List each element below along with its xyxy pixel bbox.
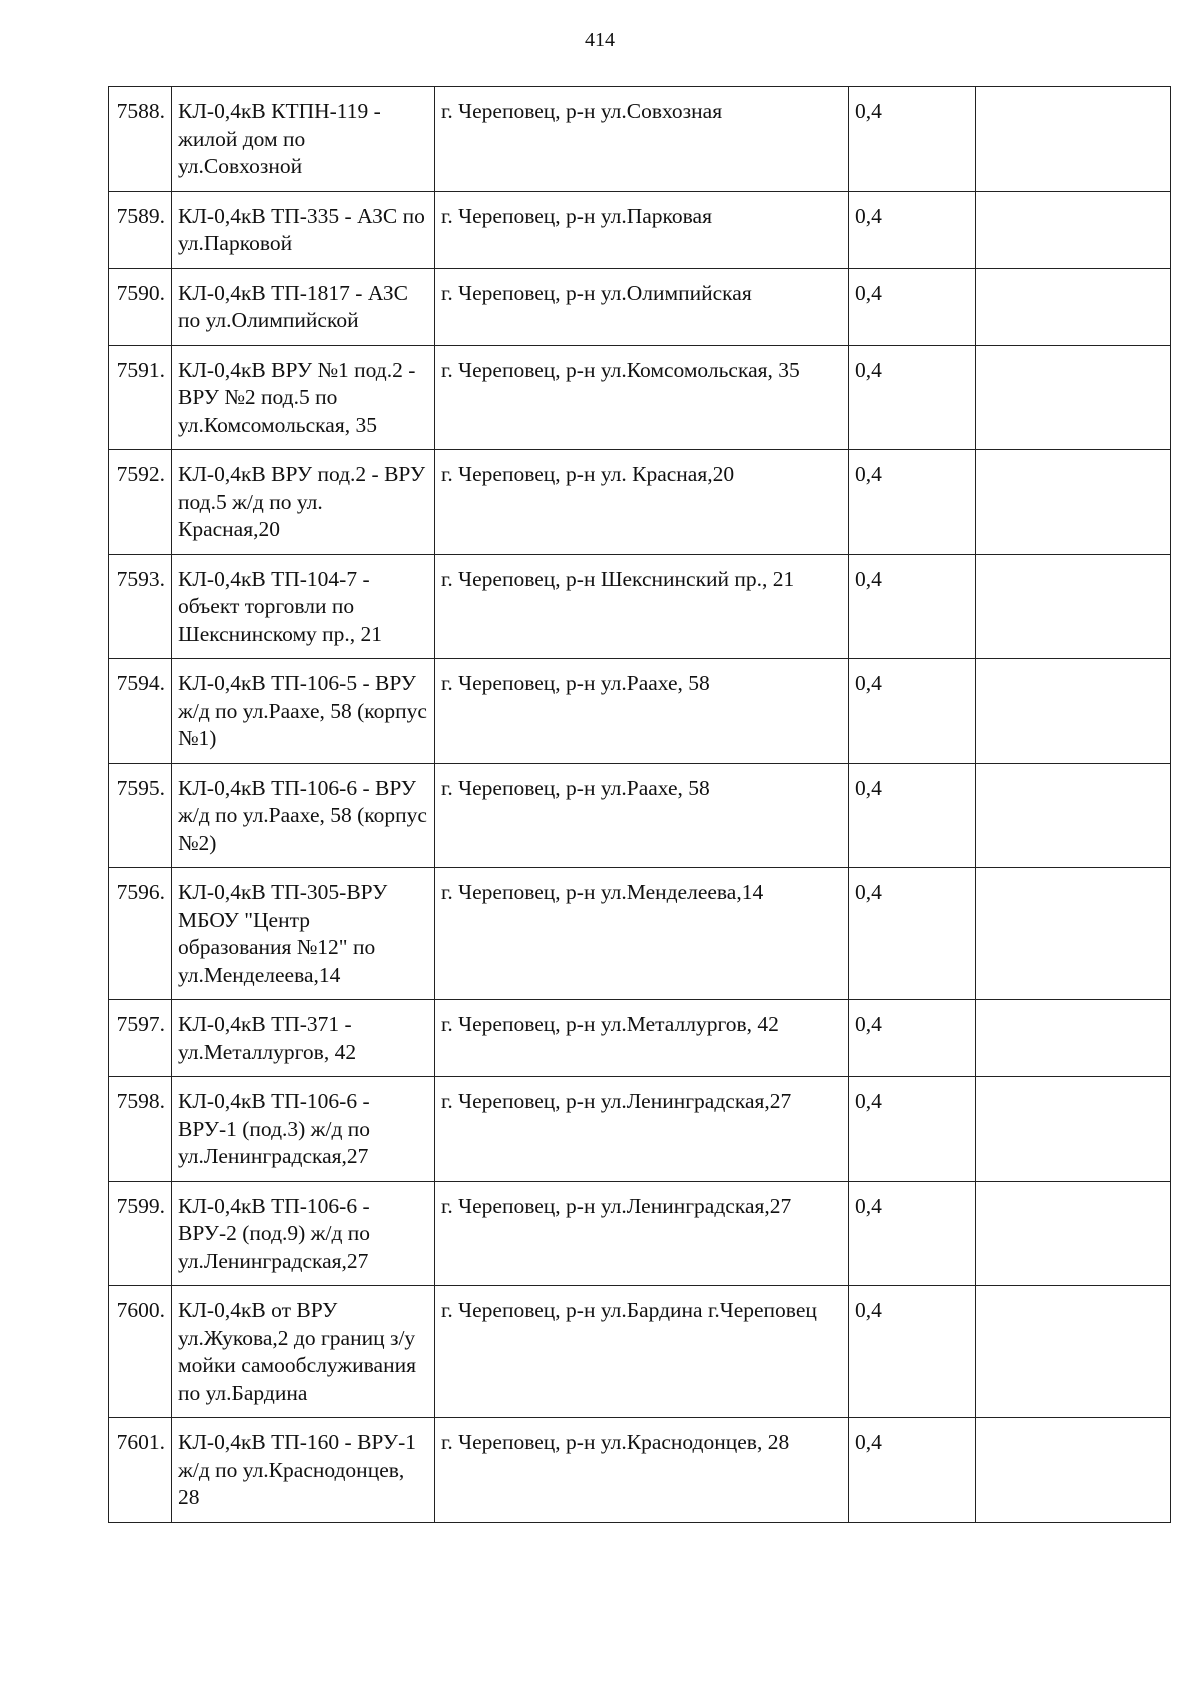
address-cell: г. Череповец, р-н ул.Комсомольская, 35 (435, 345, 849, 450)
table-row (109, 868, 1171, 1000)
address-cell: г. Череповец, р-н ул.Парковая (435, 191, 849, 268)
cable-line-name-cell: КЛ-0,4кВ КТПН-119 - жилой дом по ул.Совхозной (172, 87, 435, 192)
row-number-cell: 7596. (109, 868, 172, 1000)
cable-line-name-cell: КЛ-0,4кВ ВРУ №1 под.2 - ВРУ №2 под.5 по ул.Комсомольская, 35 (172, 345, 435, 450)
table-row (109, 554, 1171, 659)
voltage-cell: 0,4 (849, 868, 976, 1000)
address-cell: г. Череповец, р-н ул.Раахе, 58 (435, 659, 849, 764)
voltage-cell: 0,4 (849, 1077, 976, 1182)
extra-cell (976, 554, 1171, 659)
voltage-cell: 0,4 (849, 1418, 976, 1523)
table-row (109, 191, 1171, 268)
extra-cell (976, 1000, 1171, 1077)
extra-cell (976, 763, 1171, 868)
cable-line-name-cell: КЛ-0,4кВ ТП-104-7 - объект торговли по Шекснинскому пр., 21 (172, 554, 435, 659)
table-row (109, 1181, 1171, 1286)
cable-line-name-cell: КЛ-0,4кВ ТП-106-6 - ВРУ-1 (под.3) ж/д по ул.Ленинградская,27 (172, 1077, 435, 1182)
table-row (109, 1000, 1171, 1077)
address-cell: г. Череповец, р-н ул.Олимпийская (435, 268, 849, 345)
voltage-cell: 0,4 (849, 191, 976, 268)
row-number-cell: 7591. (109, 345, 172, 450)
voltage-cell: 0,4 (849, 1000, 976, 1077)
cable-line-name-cell: КЛ-0,4кВ ВРУ под.2 - ВРУ под.5 ж/д по ул. Красная,20 (172, 450, 435, 555)
table-row (109, 450, 1171, 555)
cable-line-name-cell: КЛ-0,4кВ ТП-1817 - АЗС по ул.Олимпийской (172, 268, 435, 345)
address-cell: г. Череповец, р-н Шекснинский пр., 21 (435, 554, 849, 659)
extra-cell (976, 191, 1171, 268)
voltage-cell: 0,4 (849, 1286, 976, 1418)
row-number-cell: 7594. (109, 659, 172, 764)
address-cell: г. Череповец, р-н ул.Бардина г.Череповец (435, 1286, 849, 1418)
address-cell: г. Череповец, р-н ул.Менделеева,14 (435, 868, 849, 1000)
address-cell: г. Череповец, р-н ул. Красная,20 (435, 450, 849, 555)
voltage-cell: 0,4 (849, 87, 976, 192)
voltage-cell: 0,4 (849, 450, 976, 555)
row-number-cell: 7601. (109, 1418, 172, 1523)
row-number-cell: 7589. (109, 191, 172, 268)
row-number-cell: 7598. (109, 1077, 172, 1182)
cable-line-name-cell: КЛ-0,4кВ ТП-106-6 - ВРУ-2 (под.9) ж/д по ул.Ленинградская,27 (172, 1181, 435, 1286)
address-cell: г. Череповец, р-н ул.Ленинградская,27 (435, 1077, 849, 1182)
cable-line-name-cell: КЛ-0,4кВ ТП-106-5 - ВРУ ж/д по ул.Раахе, 58 (корпус №1) (172, 659, 435, 764)
row-number-cell: 7593. (109, 554, 172, 659)
address-cell: г. Череповец, р-н ул.Раахе, 58 (435, 763, 849, 868)
voltage-cell: 0,4 (849, 554, 976, 659)
table-row (109, 1286, 1171, 1418)
cable-line-name-cell: КЛ-0,4кВ от ВРУ ул.Жукова,2 до границ з/у мойки самообслуживания по ул.Бардина (172, 1286, 435, 1418)
cable-line-name-cell: КЛ-0,4кВ ТП-335 - АЗС по ул.Парковой (172, 191, 435, 268)
table-row (109, 268, 1171, 345)
address-cell: г. Череповец, р-н ул.Ленинградская,27 (435, 1181, 849, 1286)
cable-line-name-cell: КЛ-0,4кВ ТП-371 - ул.Металлургов, 42 (172, 1000, 435, 1077)
voltage-cell: 0,4 (849, 763, 976, 868)
cable-line-name-cell: КЛ-0,4кВ ТП-305-ВРУ МБОУ "Центр образования №12" по ул.Менделеева,14 (172, 868, 435, 1000)
table-row (109, 1418, 1171, 1523)
row-number-cell: 7590. (109, 268, 172, 345)
address-cell: г. Череповец, р-н ул.Краснодонцев, 28 (435, 1418, 849, 1523)
voltage-cell: 0,4 (849, 345, 976, 450)
extra-cell (976, 87, 1171, 192)
extra-cell (976, 1181, 1171, 1286)
row-number-cell: 7588. (109, 87, 172, 192)
extra-cell (976, 450, 1171, 555)
address-cell: г. Череповец, р-н ул.Металлургов, 42 (435, 1000, 849, 1077)
registry-table-body (109, 87, 1171, 1523)
table-row (109, 1077, 1171, 1182)
table-row (109, 345, 1171, 450)
page-number: 414 (585, 29, 615, 51)
row-number-cell: 7597. (109, 1000, 172, 1077)
cable-line-name-cell: КЛ-0,4кВ ТП-160 - ВРУ-1 ж/д по ул.Краснодонцев, 28 (172, 1418, 435, 1523)
extra-cell (976, 659, 1171, 764)
table-row (109, 87, 1171, 192)
extra-cell (976, 1077, 1171, 1182)
cable-line-name-cell: КЛ-0,4кВ ТП-106-6 - ВРУ ж/д по ул.Раахе, 58 (корпус №2) (172, 763, 435, 868)
address-cell: г. Череповец, р-н ул.Совхозная (435, 87, 849, 192)
row-number-cell: 7592. (109, 450, 172, 555)
row-number-cell: 7600. (109, 1286, 172, 1418)
extra-cell (976, 1286, 1171, 1418)
voltage-cell: 0,4 (849, 268, 976, 345)
voltage-cell: 0,4 (849, 1181, 976, 1286)
extra-cell (976, 268, 1171, 345)
extra-cell (976, 868, 1171, 1000)
table-row (109, 659, 1171, 764)
extra-cell (976, 345, 1171, 450)
row-number-cell: 7599. (109, 1181, 172, 1286)
row-number-cell: 7595. (109, 763, 172, 868)
extra-cell (976, 1418, 1171, 1523)
table-row (109, 763, 1171, 868)
voltage-cell: 0,4 (849, 659, 976, 764)
registry-table (108, 86, 1171, 1523)
